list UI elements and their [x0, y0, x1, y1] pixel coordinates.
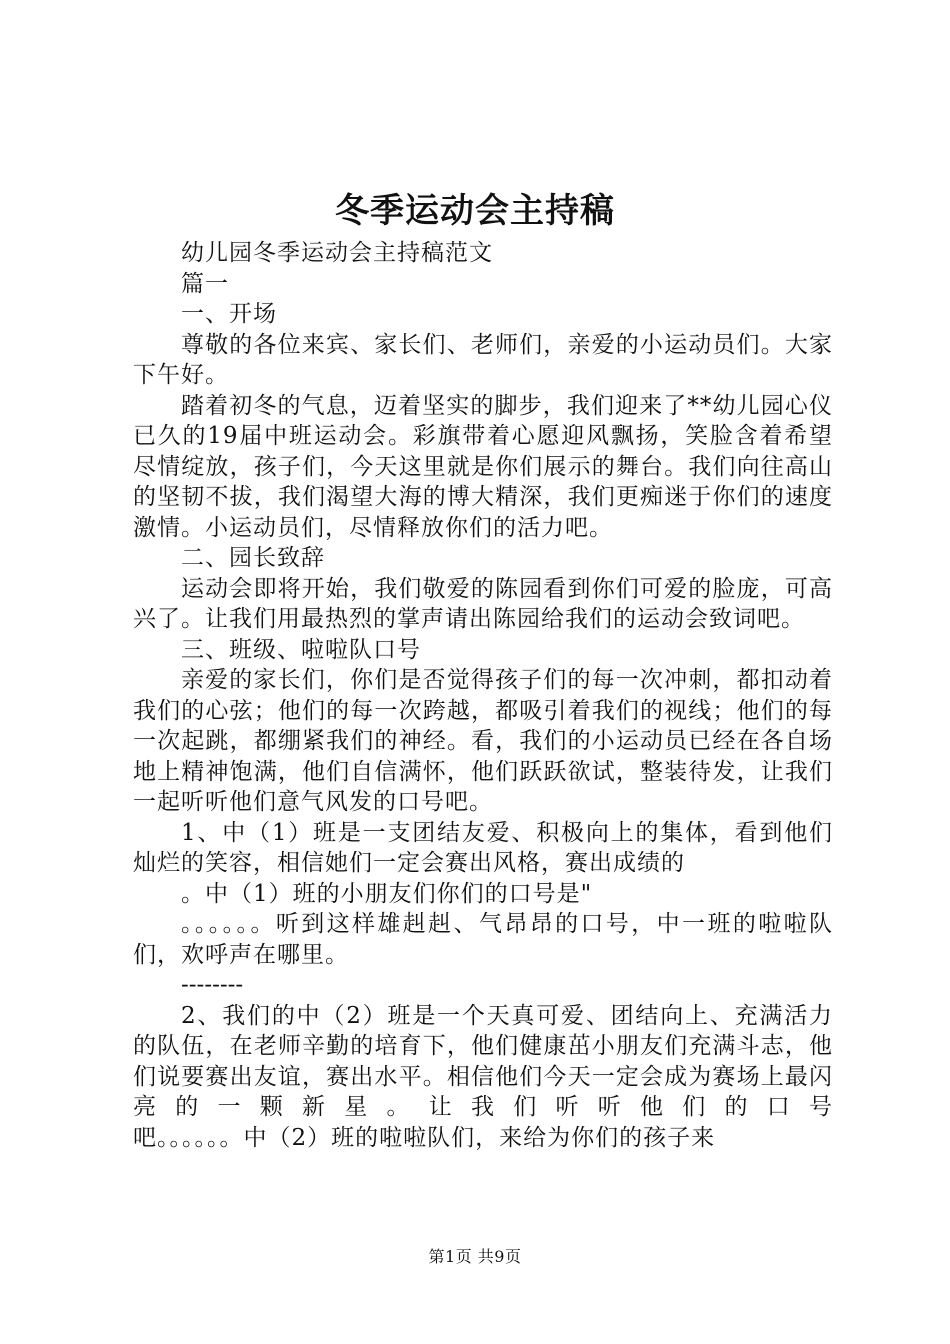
- paragraph: 运动会即将开始，我们敬爱的陈园看到你们可爱的脸庞，可高兴了。让我们用最热烈的掌声请出陈园给我们的运动会致词吧。: [133, 575, 833, 632]
- document-title: 冬季运动会主持稿: [335, 191, 615, 231]
- paragraph: 。。。。。。听到这样雄赳赳、气昂昂的口号，中一班的啦啦队们，欢呼声在哪里。: [133, 911, 833, 968]
- paragraph: 亲爱的家长们，你们是否觉得孩子们的每一次冲刺，都扣动着我们的心弦；他们的每一次跨越，都吸引着我们的视线；他们的每一次起跳，都绷紧我们的神经。看，我们的小运动员已经在各自场地上精神饱满，他们自信满怀，他们跃跃欲试，整装待发，让我们一起听听他们意气风发的口号吧。: [133, 667, 833, 815]
- section-heading-opening: 一、开场: [181, 301, 277, 327]
- paragraph: 踏着初冬的气息，迈着坚实的脚步，我们迎来了**幼儿园心仪已久的19届中班运动会。彩旗带着心愿迎风飘扬，笑脸含着希望尽情绽放，孩子们，今天这里就是你们展示的舞台。我们向往高山的坚韧不拔，我们渴望大海的博大精深，我们更痴迷于你们的速度激情。小运动员们，尽情释放你们的活力吧。: [133, 392, 833, 541]
- paragraph: 吧。。。。。。中（2）班的啦啦队们，来给为你们的孩子来: [133, 1124, 716, 1151]
- paragraph: 尊敬的各位来宾、家长们、老师们，亲爱的小运动员们。大家下午好。: [133, 331, 833, 388]
- document-body: [133, 238, 833, 1153]
- paragraph: 1、中（1）班是一支团结友爱、积极向上的集体，看到他们灿烂的笑容，相信她们一定会赛出风格，赛出成绩的: [133, 819, 833, 876]
- separator-line: --------: [181, 972, 244, 998]
- section-heading-slogans: 三、班级、啦啦队口号: [181, 636, 421, 663]
- paragraph: 2、我们的中（2）班是一个天真可爱、团结向上、充满活力的队伍，在老师辛勤的培育下，他们健康茁小朋友们充满斗志，他们说要赛出友谊，赛出水平。相信他们今天一定会成为赛场上最闪亮的一颗新星。让我们听听他们的口号: [133, 1002, 833, 1120]
- paragraph: 。中（1）班的小朋友们你们的口号是": [181, 880, 593, 907]
- subtitle: 幼儿园冬季运动会主持稿范文: [181, 240, 493, 266]
- part-label: 篇一: [181, 270, 229, 297]
- page-footer: 第1页 共9页: [428, 1247, 522, 1266]
- section-heading-speech: 二、园长致辞: [181, 545, 325, 571]
